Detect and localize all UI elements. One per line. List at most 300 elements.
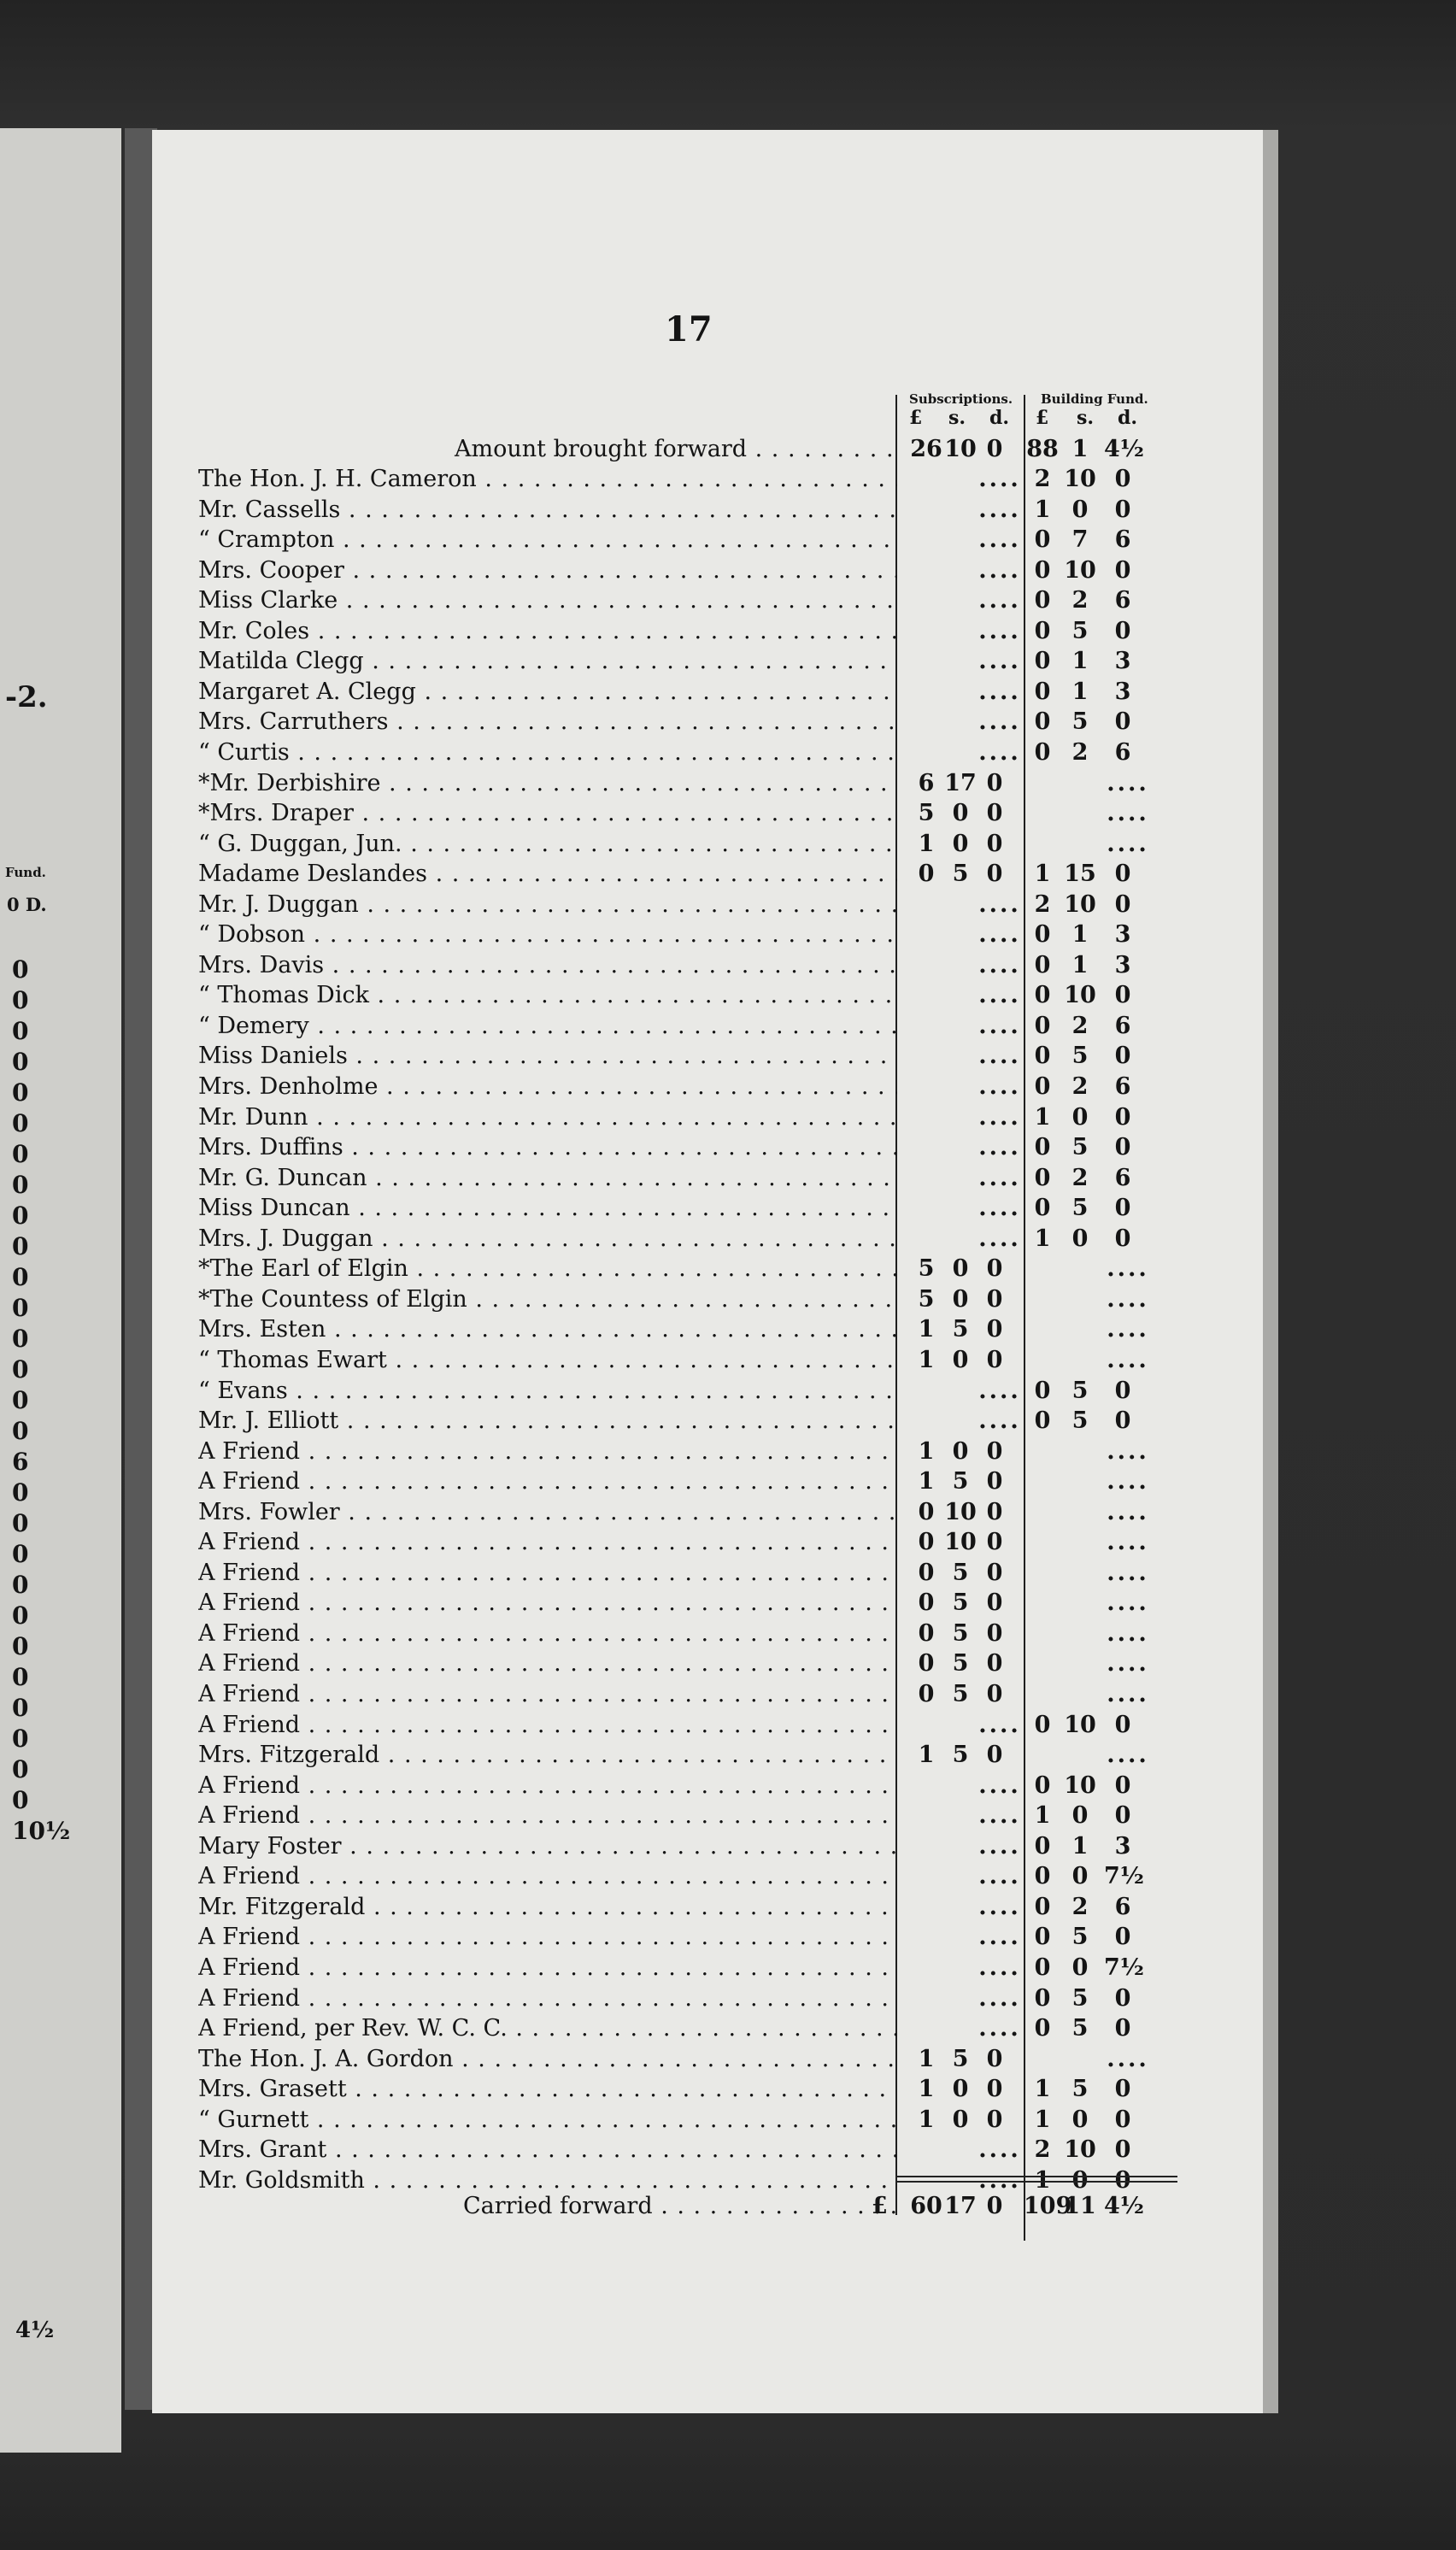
subscription-empty: .... <box>978 1954 1021 1981</box>
subscription-empty: .... <box>978 526 1021 554</box>
building-fund-empty: .... <box>1107 1681 1149 1707</box>
subscriber-name: Mr. Dunn . . . <box>198 1102 897 1132</box>
subscription-shillings: 5 <box>952 1742 969 1769</box>
building-fund-pounds: 0 <box>1034 1043 1051 1070</box>
subscription-pounds: 1 <box>918 1742 935 1769</box>
building-fund-pence: 0 <box>1114 2015 1131 2042</box>
subscriber-name: Mr. Coles . . . <box>198 616 897 646</box>
building-fund-shillings: 5 <box>1071 2076 1089 2103</box>
subscription-shillings: 5 <box>952 1589 969 1617</box>
subscription-shillings: 0 <box>952 1285 969 1313</box>
subscription-shillings: 5 <box>952 861 969 888</box>
subscriber-name: Miss Duncan . . . <box>198 1193 897 1223</box>
previous-page-value: 0 <box>12 1355 29 1384</box>
subscriber-name: A Friend . . . <box>198 1953 897 1983</box>
subscriber-name: Mrs. Fowler . . . <box>198 1497 897 1527</box>
subscriber-name: A Friend . . . <box>198 1648 897 1678</box>
subscription-pence: 0 <box>986 1285 1003 1313</box>
previous-page-value: 0 <box>12 1202 29 1230</box>
building-fund-shillings: 2 <box>1071 1073 1089 1100</box>
building-fund-pounds: 1 <box>1034 2076 1051 2103</box>
subscription-pence: 0 <box>986 1559 1003 1586</box>
subscriber-name: “ Evans . . . <box>198 1376 897 1406</box>
subscription-pounds: 5 <box>918 800 935 826</box>
previous-page-value: 0 <box>12 955 29 984</box>
subscriber-name: Mrs. Fitzgerald . . . <box>198 1740 897 1770</box>
building-fund-pounds: 0 <box>1034 1134 1051 1161</box>
building-fund-empty: .... <box>1107 769 1149 796</box>
previous-page-value: 0 <box>12 1140 29 1168</box>
subscription-empty: .... <box>978 1802 1021 1830</box>
building-fund-shillings: 0 <box>1071 1863 1089 1890</box>
building-fund-empty: .... <box>1107 1437 1149 1465</box>
subscriber-name: A Friend . . . <box>198 1771 897 1801</box>
previous-page-value: 0 <box>12 1632 29 1660</box>
building-fund-pounds: 0 <box>1034 1164 1051 1191</box>
building-fund-pence: 0 <box>1114 556 1131 584</box>
building-fund-shillings: 10 <box>1064 556 1096 584</box>
subscription-pence: 0 <box>986 1468 1003 1495</box>
subscription-pence: 0 <box>986 2106 1003 2133</box>
subscription-pounds: 1 <box>918 1346 935 1373</box>
subscription-pounds: 0 <box>918 1529 935 1556</box>
subscription-pence: 0 <box>986 769 1003 796</box>
brought-sub-shillings: 10 <box>944 436 977 462</box>
building-fund-shillings: 1 <box>1071 921 1089 949</box>
building-fund-pounds: 0 <box>1034 1711 1051 1738</box>
previous-page-value: 0 <box>12 1386 29 1414</box>
building-fund-empty: .... <box>1107 1255 1149 1283</box>
subscriber-name: *Mr. Derbishire . . . <box>198 768 897 798</box>
subscription-pounds: 0 <box>918 1650 935 1677</box>
building-fund-shillings: 0 <box>1071 2106 1089 2133</box>
subscriber-name: Margaret A. Clegg . . . <box>198 677 897 707</box>
subscription-empty: .... <box>978 982 1021 1009</box>
building-fund-pence: 0 <box>1114 1407 1131 1434</box>
subscription-empty: .... <box>978 678 1021 705</box>
building-fund-pounds: 0 <box>1034 526 1051 554</box>
building-fund-header: Building Fund. <box>1041 391 1148 407</box>
previous-page-value: 0 <box>12 1786 29 1814</box>
building-fund-shillings: 5 <box>1071 1134 1089 1161</box>
subscription-pence: 0 <box>986 1529 1003 1556</box>
previous-page-value: 0 <box>12 1755 29 1783</box>
subscription-shillings: 5 <box>952 1316 969 1343</box>
building-fund-empty: .... <box>1107 1742 1149 1769</box>
building-fund-pounds: 2 <box>1034 890 1051 918</box>
building-fund-pence: 0 <box>1114 1924 1131 1951</box>
building-fund-pence: 0 <box>1114 982 1131 1009</box>
subscription-empty: .... <box>978 951 1021 978</box>
building-fund-shillings: 1 <box>1071 1832 1089 1860</box>
building-fund-pounds: 0 <box>1034 1012 1051 1039</box>
previous-page-value: 0 <box>12 1724 29 1753</box>
subscription-pence: 0 <box>986 1498 1003 1525</box>
subscription-pence: 0 <box>986 830 1003 857</box>
subscription-pounds: 0 <box>918 1619 935 1647</box>
previous-page-value: 0 <box>12 1694 29 1722</box>
subscriber-name: *The Earl of Elgin . . . <box>198 1254 897 1284</box>
page-number: 17 <box>665 309 713 350</box>
subscriber-name: Mrs. Cooper . . . <box>198 555 897 585</box>
building-fund-shillings: 5 <box>1071 708 1089 736</box>
building-fund-pence: 0 <box>1114 2076 1131 2103</box>
brought-sub-pounds: 26 <box>910 436 942 462</box>
building-fund-pounds: 0 <box>1034 739 1051 766</box>
subscription-pounds: 5 <box>918 1255 935 1283</box>
subscription-shillings: 5 <box>952 1619 969 1647</box>
building-fund-pounds: 1 <box>1034 1225 1051 1252</box>
building-fund-pounds: 0 <box>1034 2015 1051 2042</box>
subscriber-name: The Hon. J. H. Cameron . . . <box>198 464 897 494</box>
building-fund-empty: .... <box>1107 1498 1149 1525</box>
subscriber-name: *Mrs. Draper . . . <box>198 798 897 828</box>
subscriber-name: Mr. J. Duggan . . . <box>198 890 897 920</box>
building-fund-pence: 0 <box>1114 1377 1131 1404</box>
subscription-empty: .... <box>978 1164 1021 1191</box>
subscription-empty: .... <box>978 466 1021 492</box>
subscription-shillings: 0 <box>952 2106 969 2133</box>
previous-page-value: 0 <box>12 1478 29 1507</box>
building-fund-shillings: 10 <box>1064 2136 1096 2164</box>
subscription-empty: .... <box>978 1377 1021 1404</box>
total-rule-bottom <box>895 2181 1177 2183</box>
building-fund-pence: 0 <box>1114 617 1131 644</box>
building-fund-empty: .... <box>1107 1589 1149 1617</box>
building-fund-shillings: 0 <box>1071 1802 1089 1830</box>
previous-page-value: 0 <box>12 986 29 1014</box>
building-fund-shillings: 10 <box>1064 1711 1096 1738</box>
building-fund-shillings: 10 <box>1064 1771 1096 1799</box>
previous-page-value: 0 <box>12 1509 29 1537</box>
previous-page-value: 0 <box>12 1109 29 1137</box>
subscription-pence: 0 <box>986 1255 1003 1283</box>
building-fund-shillings: 0 <box>1071 1103 1089 1131</box>
subscriber-name: “ Gurnett . . . <box>198 2105 897 2135</box>
building-fund-shillings: 5 <box>1071 617 1089 644</box>
building-fund-pence: 0 <box>1114 890 1131 918</box>
previous-page-value: 0 <box>12 1540 29 1568</box>
subscriber-name: Madame Deslandes . . . <box>198 859 897 889</box>
subscription-pounds: 0 <box>918 1498 935 1525</box>
previous-page-foot: 4½ <box>15 2318 55 2343</box>
building-fund-pounds: 0 <box>1034 1832 1051 1860</box>
subscription-shillings: 10 <box>944 1529 977 1556</box>
building-fund-empty: .... <box>1107 830 1149 857</box>
subscriber-name: A Friend . . . <box>198 1558 897 1588</box>
subscription-empty: .... <box>978 496 1021 523</box>
total-rule-top <box>895 2176 1177 2177</box>
building-fund-empty: .... <box>1107 1316 1149 1343</box>
subscriber-name: Mr. Goldsmith . . . <box>198 2165 897 2195</box>
subscription-empty: .... <box>978 739 1021 766</box>
building-fund-pence: 0 <box>1114 1043 1131 1070</box>
subscription-pence: 0 <box>986 1681 1003 1707</box>
building-fund-pounds: 0 <box>1034 921 1051 949</box>
building-fund-shillings: 2 <box>1071 587 1089 614</box>
subscriber-name: A Friend . . . <box>198 1527 897 1557</box>
subscription-empty: .... <box>978 648 1021 675</box>
subscription-empty: .... <box>978 1134 1021 1161</box>
subscriber-name: A Friend, per Rev. W. C. C. . . . <box>198 2013 897 2043</box>
building-fund-pence: 3 <box>1114 951 1131 978</box>
building-fund-shillings: 1 <box>1071 951 1089 978</box>
building-fund-shillings: 7 <box>1071 526 1089 554</box>
building-fund-pounds: 0 <box>1034 1954 1051 1981</box>
previous-page-value: 0 <box>12 1601 29 1630</box>
building-fund-pounds: 0 <box>1034 1073 1051 1100</box>
subscription-shillings: 5 <box>952 1559 969 1586</box>
building-fund-empty: .... <box>1107 1529 1149 1556</box>
previous-page-value: 0 <box>12 1663 29 1691</box>
subscriber-name: Mrs. Esten . . . <box>198 1314 897 1344</box>
previous-page-value: 0 <box>12 1325 29 1353</box>
page-edge <box>1263 130 1278 2413</box>
subscription-empty: .... <box>978 1012 1021 1039</box>
brought-bld-pounds: 88 <box>1026 436 1059 462</box>
building-fund-shillings: 0 <box>1071 496 1089 523</box>
subscriber-name: Mr. G. Duncan . . . <box>198 1163 897 1193</box>
subscription-pounds: 1 <box>918 1316 935 1343</box>
building-fund-empty: .... <box>1107 1619 1149 1647</box>
subscription-pounds: 5 <box>918 1285 935 1313</box>
subscription-empty: .... <box>978 1225 1021 1252</box>
building-fund-pounds: 0 <box>1034 648 1051 675</box>
subscriber-name: Mr. J. Elliott . . . <box>198 1406 897 1436</box>
subscription-pence: 0 <box>986 1346 1003 1373</box>
building-fund-pence: 0 <box>1114 708 1131 736</box>
previous-page-heading: -2. <box>5 680 48 714</box>
brought-sub-pence: 0 <box>986 436 1003 462</box>
building-fund-shillings: 1 <box>1071 648 1089 675</box>
building-fund-pence: 6 <box>1114 1012 1131 1039</box>
building-fund-pence: 0 <box>1114 496 1131 523</box>
building-fund-pence: 6 <box>1114 1164 1131 1191</box>
building-fund-empty: .... <box>1107 1559 1149 1586</box>
carried-sub-pounds: 60 <box>910 2193 942 2219</box>
building-fund-empty: .... <box>1107 1468 1149 1495</box>
subscription-pence: 0 <box>986 2045 1003 2072</box>
subscription-shillings: 0 <box>952 2076 969 2103</box>
brought-bld-shillings: 1 <box>1071 436 1089 462</box>
subscriptions-header: Subscriptions. <box>909 391 1013 407</box>
previous-page-value: 0 <box>12 1078 29 1107</box>
building-fund-pence: 0 <box>1114 1134 1131 1161</box>
sub-pounds-unit: £ <box>909 407 923 429</box>
building-fund-pounds: 0 <box>1034 617 1051 644</box>
building-fund-pence: 0 <box>1114 1225 1131 1252</box>
previous-page-value: 0 <box>12 1263 29 1291</box>
building-fund-pence: 0 <box>1114 466 1131 492</box>
building-fund-pounds: 0 <box>1034 951 1051 978</box>
building-fund-shillings: 0 <box>1071 1225 1089 1252</box>
subscription-empty: .... <box>978 1711 1021 1738</box>
carried-sub-pence: 0 <box>986 2193 1003 2219</box>
subscription-empty: .... <box>978 1407 1021 1434</box>
subscription-shillings: 5 <box>952 1650 969 1677</box>
building-fund-pounds: 1 <box>1034 861 1051 888</box>
subscriber-name: Mrs. Duffins . . . <box>198 1132 897 1162</box>
subscription-empty: .... <box>978 1771 1021 1799</box>
subscription-pounds: 0 <box>918 1589 935 1617</box>
building-fund-pence: 0 <box>1114 2136 1131 2164</box>
building-fund-shillings: 2 <box>1071 1012 1089 1039</box>
building-fund-shillings: 2 <box>1071 1164 1089 1191</box>
building-fund-pence: 6 <box>1114 1073 1131 1100</box>
building-fund-pounds: 1 <box>1034 496 1051 523</box>
building-fund-shillings: 5 <box>1071 1043 1089 1070</box>
subscription-empty: .... <box>978 1832 1021 1860</box>
sub-pence-unit: d. <box>989 407 1010 429</box>
carried-sub-shillings: 17 <box>944 2193 977 2219</box>
subscription-shillings: 0 <box>952 1437 969 1465</box>
subscriber-name: A Friend . . . <box>198 1861 897 1891</box>
subscription-shillings: 0 <box>952 1255 969 1283</box>
previous-page-value: 0 <box>12 1048 29 1076</box>
subscriber-name: The Hon. J. A. Gordon . . . <box>198 2044 897 2074</box>
building-fund-shillings: 10 <box>1064 982 1096 1009</box>
building-fund-pounds: 0 <box>1034 1924 1051 1951</box>
carried-bld-pence: 4½ <box>1104 2193 1144 2219</box>
subscription-pounds: 1 <box>918 2076 935 2103</box>
previous-page-fragment <box>0 128 121 2453</box>
building-fund-pence: 3 <box>1114 921 1131 949</box>
subscriber-name: A Friend . . . <box>198 1466 897 1496</box>
subscription-empty: .... <box>978 1195 1021 1222</box>
building-fund-shillings: 0 <box>1071 1954 1089 1981</box>
building-fund-shillings: 1 <box>1071 678 1089 705</box>
building-fund-pounds: 0 <box>1034 708 1051 736</box>
subscriber-name: Mrs. Grant . . . <box>198 2135 897 2165</box>
building-fund-pence: 0 <box>1114 1195 1131 1222</box>
subscription-pence: 0 <box>986 1437 1003 1465</box>
subscription-empty: .... <box>978 2136 1021 2164</box>
building-fund-shillings: 10 <box>1064 890 1096 918</box>
subscription-empty: .... <box>978 1984 1021 2012</box>
carried-bld-pounds: 109 <box>1024 2193 1072 2219</box>
building-fund-empty: .... <box>1107 2045 1149 2072</box>
subscription-empty: .... <box>978 708 1021 736</box>
building-fund-pence: 6 <box>1114 526 1131 554</box>
building-fund-pence: 6 <box>1114 1893 1131 1920</box>
subscription-pence: 0 <box>986 861 1003 888</box>
subscription-empty: .... <box>978 1073 1021 1100</box>
subscription-pounds: 1 <box>918 1437 935 1465</box>
previous-page-value: 0 <box>12 1571 29 1599</box>
subscription-pounds: 0 <box>918 1681 935 1707</box>
previous-page-value: 6 <box>12 1448 29 1476</box>
subscription-pence: 0 <box>986 1742 1003 1769</box>
brought-forward-label: Amount brought forward . . . <box>198 434 897 464</box>
building-fund-pence: 0 <box>1114 1771 1131 1799</box>
building-fund-pence: 0 <box>1114 861 1131 888</box>
subscriber-name: “ Thomas Dick . . . <box>198 980 897 1010</box>
previous-page-value: 0 <box>12 1417 29 1445</box>
subscriber-name: Mary Foster . . . <box>198 1831 897 1861</box>
building-fund-shillings: 5 <box>1071 1924 1089 1951</box>
building-fund-pounds: 1 <box>1034 2106 1051 2133</box>
subscriber-name: Mrs. Davis . . . <box>198 950 897 980</box>
building-fund-shillings: 2 <box>1071 739 1089 766</box>
subscription-empty: .... <box>978 1103 1021 1131</box>
building-fund-pounds: 0 <box>1034 678 1051 705</box>
subscription-pence: 0 <box>986 800 1003 826</box>
subscription-pounds: 1 <box>918 2106 935 2133</box>
subscriber-name: “ G. Duggan, Jun. . . . <box>198 829 897 859</box>
subscription-shillings: 0 <box>952 800 969 826</box>
building-fund-pounds: 0 <box>1034 1863 1051 1890</box>
building-fund-empty: .... <box>1107 1346 1149 1373</box>
building-fund-pounds: 0 <box>1034 1195 1051 1222</box>
building-fund-shillings: 5 <box>1071 2015 1089 2042</box>
subscription-empty: .... <box>978 890 1021 918</box>
bld-pence-unit: d. <box>1118 407 1138 429</box>
subscription-shillings: 17 <box>944 769 977 796</box>
building-fund-pounds: 0 <box>1034 556 1051 584</box>
building-fund-pence: 3 <box>1114 648 1131 675</box>
building-fund-pence: 0 <box>1114 1103 1131 1131</box>
subscription-empty: .... <box>978 1893 1021 1920</box>
building-fund-pence: 0 <box>1114 2106 1131 2133</box>
brought-bld-pence: 4½ <box>1104 436 1144 462</box>
subscription-shillings: 0 <box>952 1346 969 1373</box>
building-fund-pounds: 0 <box>1034 1771 1051 1799</box>
building-fund-pence: 6 <box>1114 739 1131 766</box>
previous-page-value: 10½ <box>12 1817 71 1845</box>
subscription-pence: 0 <box>986 1650 1003 1677</box>
previous-page-value: 0 <box>12 1232 29 1260</box>
subscription-shillings: 5 <box>952 1681 969 1707</box>
subscription-shillings: 5 <box>952 1468 969 1495</box>
previous-page-value: 0 <box>12 1171 29 1199</box>
building-fund-pounds: 0 <box>1034 587 1051 614</box>
building-fund-shillings: 15 <box>1064 861 1096 888</box>
subscriber-name: A Friend . . . <box>198 1588 897 1618</box>
sub-shillings-unit: s. <box>948 407 966 429</box>
subscription-pounds: 1 <box>918 2045 935 2072</box>
building-fund-empty: .... <box>1107 1650 1149 1677</box>
subscriber-name: “ Dobson . . . <box>198 920 897 949</box>
subscriber-name: Mrs. Denholme . . . <box>198 1072 897 1102</box>
building-fund-pounds: 1 <box>1034 1802 1051 1830</box>
building-fund-pence: 3 <box>1114 1832 1131 1860</box>
subscription-empty: .... <box>978 587 1021 614</box>
building-fund-shillings: 10 <box>1064 466 1096 492</box>
subscriber-name: A Friend . . . <box>198 1619 897 1648</box>
building-fund-pounds: 1 <box>1034 1103 1051 1131</box>
previous-page-units-header: 0 D. <box>7 894 47 915</box>
subscriber-name: A Friend . . . <box>198 1922 897 1952</box>
subscriber-name: “ Thomas Ewart . . . <box>198 1345 897 1375</box>
subscriber-name: Matilda Clegg . . . <box>198 646 897 676</box>
building-fund-shillings: 5 <box>1071 1984 1089 2012</box>
carried-bld-shillings: 11 <box>1064 2193 1096 2219</box>
subscription-pence: 0 <box>986 2076 1003 2103</box>
building-fund-pounds: 2 <box>1034 2136 1051 2164</box>
carried-forward-label: Carried forward . . . <box>198 2191 897 2221</box>
subscription-empty: .... <box>978 1924 1021 1951</box>
subscription-pence: 0 <box>986 1589 1003 1617</box>
building-fund-shillings: 5 <box>1071 1407 1089 1434</box>
subscriber-name: “ Demery . . . <box>198 1011 897 1041</box>
subscription-empty: .... <box>978 2015 1021 2042</box>
previous-page-value: 0 <box>12 1294 29 1322</box>
subscription-pounds: 1 <box>918 1468 935 1495</box>
subscriber-name: Mrs. Grasett . . . <box>198 2074 897 2104</box>
subscription-empty: .... <box>978 1043 1021 1070</box>
subscriber-name: *The Countess of Elgin . . . <box>198 1284 897 1314</box>
subscription-shillings: 5 <box>952 2045 969 2072</box>
